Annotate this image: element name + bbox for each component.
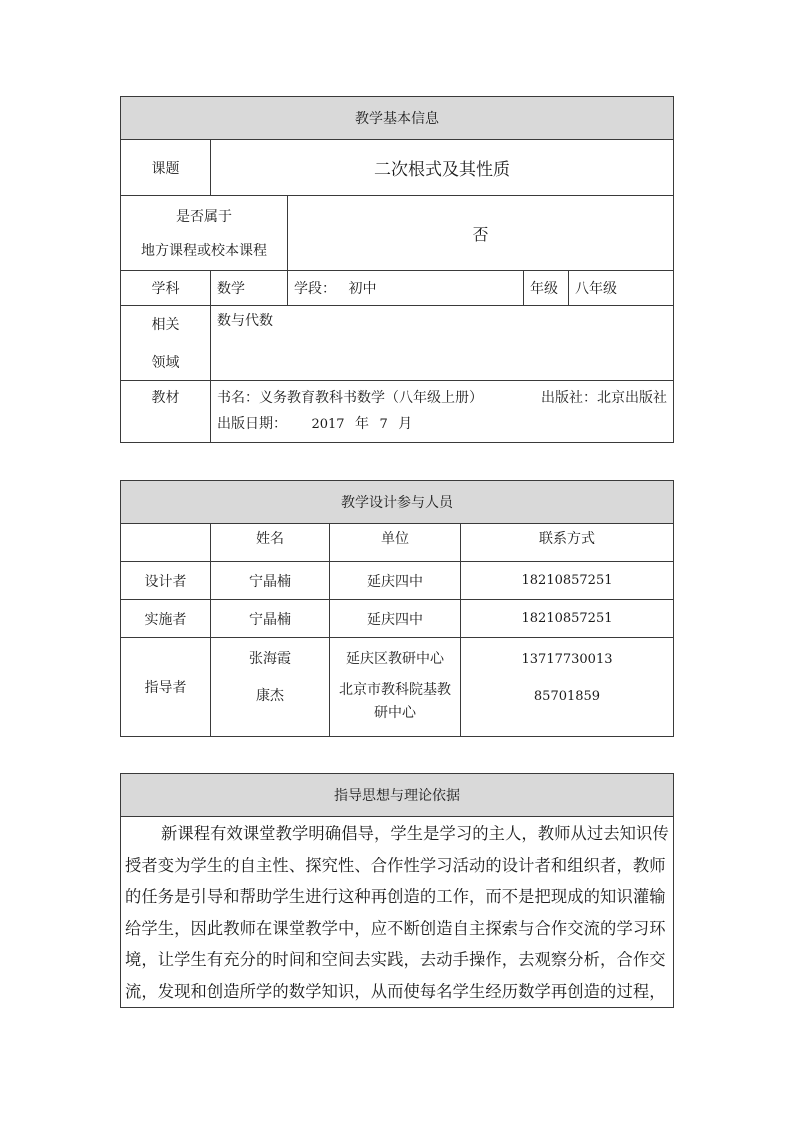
guidance-table	[120, 773, 674, 1008]
advisor-contacts	[461, 638, 674, 737]
domain-label	[121, 306, 211, 381]
advisor-contact-1: 13717730013	[521, 652, 613, 667]
participants-col-name: 姓名	[211, 524, 330, 562]
local-course-value: 否	[288, 196, 674, 271]
advisor-unit-2a: 北京市教科院基教	[339, 682, 451, 698]
participants-col-unit: 单位	[330, 524, 461, 562]
local-course-label	[121, 196, 288, 271]
guidance-line: 给学生，因此教师在课堂教学中，应不断创造自主探索与合作交流的学习环	[125, 918, 666, 938]
table-row	[121, 638, 674, 737]
participants-header: 教学设计参与人员	[121, 481, 674, 524]
table-row	[121, 600, 674, 638]
advisor-unit-2b: 研中心	[374, 705, 416, 721]
textbook-publisher: 出版社：北京出版社	[541, 390, 667, 406]
advisor-names	[211, 638, 330, 737]
subject-label: 学科	[121, 271, 211, 306]
advisor-role: 指导者	[121, 638, 211, 737]
guidance-line: 授者变为学生的自主性、探究性、合作性学习活动的设计者和组织者，教师	[125, 855, 666, 875]
advisor-name-2: 康杰	[256, 688, 284, 704]
textbook-book: 书名：义务教育教科书数学（八年级上册）	[217, 390, 483, 406]
advisor-name-1: 张海霞	[249, 651, 291, 667]
textbook-date-year: 2017	[311, 417, 345, 432]
guidance-body	[121, 817, 674, 1008]
implementer-unit: 延庆四中	[330, 600, 461, 638]
basic-info-table	[120, 96, 674, 443]
stage-cell	[288, 271, 524, 306]
domain-value: 数与代数	[211, 306, 674, 381]
textbook-label: 教材	[121, 381, 211, 443]
participants-table	[120, 480, 674, 737]
basic-info-header: 教学基本信息	[121, 97, 674, 140]
designer-role: 设计者	[121, 562, 211, 600]
textbook-date-year-unit: 年	[355, 416, 369, 432]
topic-value: 二次根式及其性质	[211, 140, 674, 196]
implementer-contact: 18210857251	[461, 600, 674, 638]
participants-col-contact: 联系方式	[461, 524, 674, 562]
textbook-date-month-unit: 月	[398, 416, 413, 432]
topic-label: 课题	[121, 140, 211, 196]
grade-label: 年级	[524, 271, 569, 306]
implementer-role: 实施者	[121, 600, 211, 638]
stage-value: 初中	[348, 281, 377, 297]
guidance-line: 流，发现和创造所学的数学知识，从而使每名学生经历数学再创造的过程，	[125, 981, 666, 1001]
textbook-date-label: 出版日期：	[217, 416, 287, 432]
textbook-date-month: 7	[379, 417, 388, 432]
guidance-line: 的任务是引导和帮助学生进行这种再创造的工作，而不是把现成的知识灌输	[125, 887, 666, 906]
textbook-date	[217, 413, 667, 433]
guidance-line: 新课程有效课堂教学明确倡导，学生是学习的主人，教师从过去知识传	[161, 824, 669, 843]
implementer-name: 宁晶楠	[211, 600, 330, 638]
designer-name: 宁晶楠	[211, 562, 330, 600]
advisor-unit-1: 延庆区教研中心	[346, 651, 444, 667]
subject-value: 数学	[211, 271, 288, 306]
advisor-units	[330, 638, 461, 737]
participants-col-role	[121, 524, 211, 562]
guidance-line: 境，让学生有充分的时间和空间去实践，去动手操作，去观察分析，合作交	[125, 950, 666, 969]
local-course-label-line2: 地方课程或校本课程	[141, 243, 267, 259]
grade-value: 八年级	[569, 271, 674, 306]
guidance-header: 指导思想与理论依据	[121, 774, 674, 817]
table-row	[121, 562, 674, 600]
advisor-contact-2: 85701859	[533, 689, 601, 704]
designer-unit: 延庆四中	[330, 562, 461, 600]
local-course-label-line1: 是否属于	[176, 209, 232, 225]
domain-label-line2: 领域	[151, 355, 180, 371]
stage-label: 学段：	[294, 281, 336, 297]
domain-label-line1: 相关	[151, 317, 180, 333]
textbook-value	[211, 381, 674, 443]
designer-contact: 18210857251	[461, 562, 674, 600]
